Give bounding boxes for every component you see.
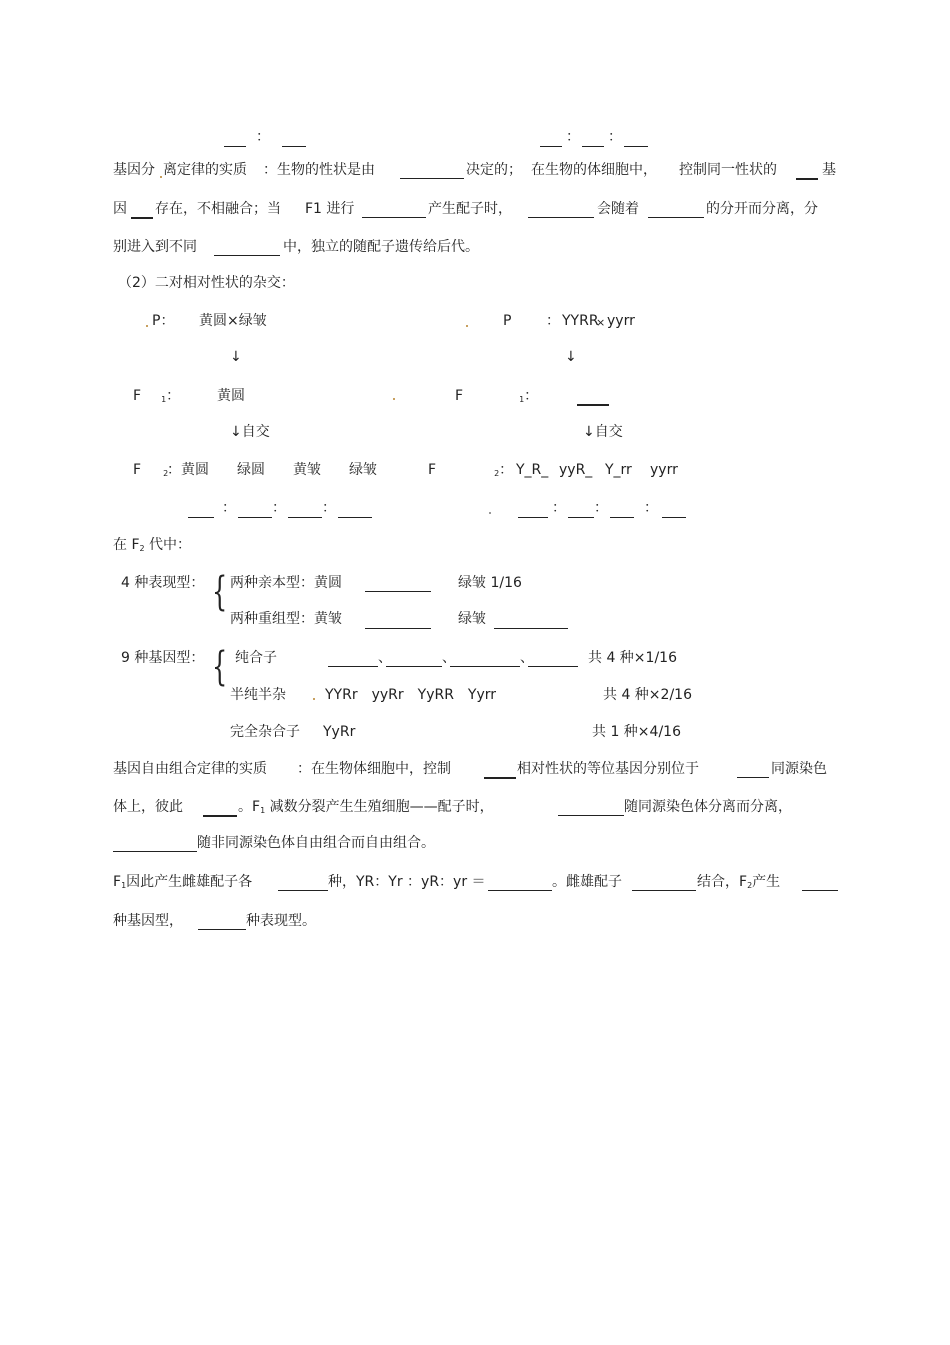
f1-label: F $_1$： [455,388,539,404]
parental-green-wrinkled: 绿皱 1/16 [458,575,522,591]
blank[interactable] [362,217,426,218]
f1-value: 黄圆 [217,388,245,404]
homozygous: 纯合子 [235,650,277,666]
section-title: （2）二对相对性状的杂交： [118,275,295,291]
blank[interactable] [488,890,552,891]
f2-intro: 在 $F_2$ 代中： [113,537,192,553]
selfing-arrow: ↓自交 [583,424,623,440]
text-segregation-5: 在生物的体细胞中， [531,162,657,178]
dot-mark [160,176,162,178]
blank[interactable] [224,146,246,147]
text-p3-2: 中，独立的随配子遗传给后代。 [283,239,479,255]
text-segregation-6: 控制同一性状的 [679,162,777,178]
blank[interactable] [558,815,624,816]
colon: ： [566,129,580,145]
blank[interactable] [238,517,272,518]
text-p7-5: 结合，$F_2$产生 [697,874,781,890]
separator: 、 [442,650,456,666]
blank[interactable] [648,217,704,218]
recombinant-green-wrinkled: 绿皱 [458,611,486,627]
semi-heterozygous: 半纯半杂 [230,687,286,703]
p-label-genotype: P [503,313,512,329]
blank[interactable] [528,217,594,218]
text-segregation-2: 离定律的实质 [163,162,247,178]
blank[interactable] [131,217,153,219]
dot-mark [146,325,148,327]
full-heterozygous: 完全杂合子 [230,724,300,740]
text-p7-4: 。雌雄配子 [552,874,622,890]
blank[interactable] [802,890,838,891]
brace-icon: { [212,644,228,690]
blank[interactable] [737,777,769,778]
blank[interactable] [365,628,431,629]
full-heterozygous-value: YyRr [323,724,356,740]
recombinant-type: 两种重组型：黄皱 [230,611,342,627]
text-p8-2: 种表现型。 [246,913,316,929]
down-arrow-icon: ↓ [230,349,242,365]
colon: ： [644,500,658,516]
text-p2-3: F1 进行 [305,201,355,217]
blank[interactable] [338,517,372,518]
text-p5-1: 体上，彼此 [113,799,183,815]
text-p4-2: ：在生物体细胞中，控制 [297,761,451,777]
text-p2-1: 因 [113,201,127,217]
phenotype-label: 4 种表现型： [121,575,205,591]
separator: 、 [378,650,392,666]
genotype-y-r: Y_R_ [516,462,549,478]
p-genotype-2: yyrr [607,313,635,329]
text-p5-4: 随同源染色体分离而分离， [624,799,792,815]
text-segregation-3: ：生物的性状是由 [263,162,375,178]
text-p6-1: 随非同源染色体自由组合而自由组合。 [197,835,435,851]
colon: ： [322,500,336,516]
blank[interactable] [610,517,634,518]
genotype-yyr: yyR_ [559,462,593,478]
blank[interactable] [214,255,280,256]
blank[interactable] [365,591,431,592]
blank[interactable] [568,517,594,518]
parental-type: 两种亲本型：黄圆 [230,575,342,591]
blank[interactable] [278,890,328,891]
p-label: P： [152,313,175,329]
text-p7-3: 种，YR：Yr ：yR：yr ＝ [328,874,486,890]
colon: ： [552,500,566,516]
text-p4-1: 基因自由组合定律的实质 [113,761,267,777]
blank[interactable] [188,517,214,518]
blank[interactable] [386,666,442,667]
dot-mark [466,325,468,327]
semi-heterozygous-values: YYRr yyRr YyRR Yyrr [325,687,497,703]
text-segregation-4: 决定的； [466,162,522,178]
genotype-label: 9 种基因型： [121,650,205,666]
blank[interactable] [113,851,197,852]
genotype-yrr: Y_rr [605,462,632,478]
f2-phenotypes: ：黄圆 绿圆 黄皱 绿皱 [167,462,377,478]
f2-label: F $_2$： [428,462,514,478]
blank[interactable] [282,146,306,147]
blank[interactable] [582,146,604,147]
brace-icon: { [212,569,228,615]
text-p8-1: 种基因型， [113,913,183,929]
text-p2-4: 产生配子时， [428,201,512,217]
separator: 、 [520,650,534,666]
blank[interactable] [198,929,246,930]
selfing-arrow: ↓自交 [230,424,270,440]
p-value: 黄圆×绿皱 [199,313,267,329]
blank[interactable] [494,628,568,629]
colon: ： [546,313,560,329]
blank[interactable] [484,777,516,779]
blank[interactable] [662,517,686,518]
text-p3-1: 别进入到不同 [113,239,197,255]
text-p7-1: $F_1$因此产生雌雄配子各 [113,874,253,890]
text-p5-2: 。$F_1$ 减数分裂产生生殖细胞——配子时， [238,799,494,815]
blank[interactable] [528,666,578,667]
blank[interactable] [632,890,696,891]
dot-mark [313,698,315,700]
text-p4-4: 同源染色 [771,761,827,777]
blank[interactable] [518,517,548,518]
text-segregation-1: 基因分 [113,162,155,178]
down-arrow-icon: ↓ [565,349,577,365]
colon: ： [272,500,286,516]
colon: ： [608,129,622,145]
text-segregation-7: 基 [822,162,836,178]
dot-mark [393,398,395,400]
f1-label: F $_1$： [133,388,181,404]
semi-heterozygous-count: 共 4 种×2/16 [603,687,692,703]
colon: ： [222,500,236,516]
colon: ： [256,129,270,145]
text-p2-2: 存在，不相融合；当 [155,201,281,217]
text-p2-6: 的分开而分离，分 [706,201,818,217]
f2-label: F $_2$ [133,462,169,478]
text-p2-5: 会随着 [597,201,639,217]
full-heterozygous-count: 共 1 种×4/16 [592,724,681,740]
homozygous-count: 共 4 种×1/16 [588,650,677,666]
blank[interactable] [540,146,562,147]
blank[interactable] [203,815,237,817]
blank[interactable] [577,404,609,406]
blank[interactable] [400,178,464,179]
colon: ： [594,500,608,516]
blank[interactable] [624,146,648,147]
blank[interactable] [328,666,378,667]
blank[interactable] [288,517,322,518]
genotype-yyrr: yyrr [650,462,678,478]
blank[interactable] [796,178,818,180]
dot-mark [489,512,491,514]
text-p4-3: 相对性状的等位基因分别位于 [517,761,699,777]
cross-mark: × [596,316,606,329]
p-genotype-1: YYRR [562,313,599,329]
blank[interactable] [450,666,520,667]
